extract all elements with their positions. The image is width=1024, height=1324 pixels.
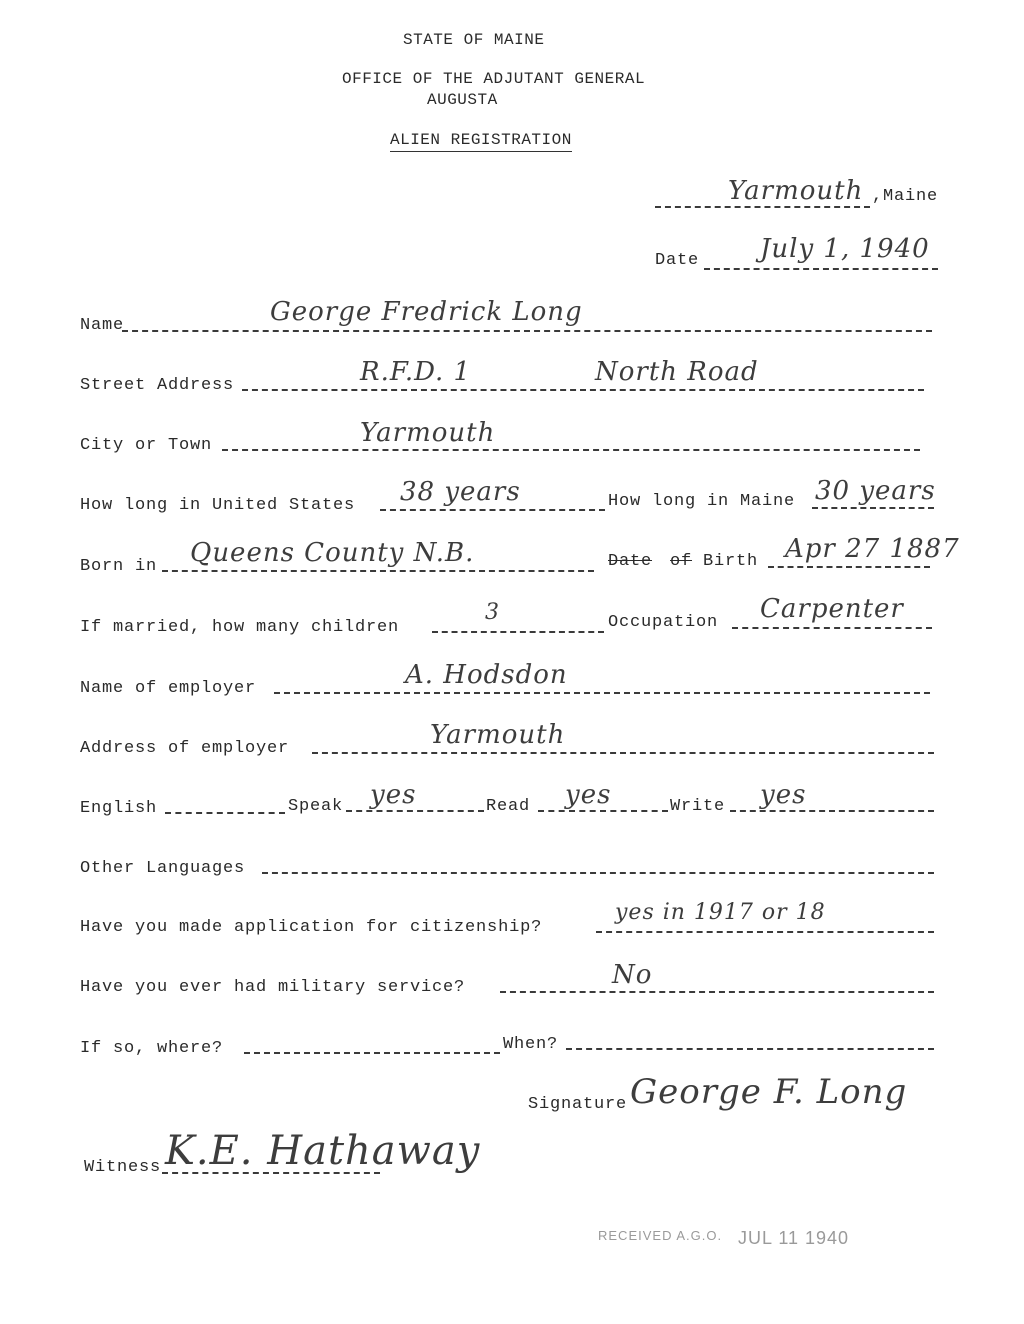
employer-address-value: Yarmouth [430,720,566,750]
when-line [566,1048,934,1050]
dob-label-birth: Birth [703,552,759,571]
employer-address-label: Address of employer [80,739,290,758]
office-heading: OFFICE OF THE ADJUTANT GENERAL [342,70,646,88]
born-value: Queens County N.B. [190,538,475,568]
dob-label-struck: Date [608,552,653,571]
write-label: Write [670,797,726,816]
read-label: Read [486,797,531,816]
date-label: Date [655,251,700,270]
speak-value: yes [370,780,417,810]
employer-label: Name of employer [80,679,257,698]
read-value: yes [565,780,612,810]
military-label: Have you ever had military service? [80,978,466,997]
witness-label: Witness [84,1158,162,1177]
employer-address-line [312,752,934,754]
children-value: 3 [485,600,500,625]
speak-label: Speak [288,797,344,816]
occupation-label: Occupation [608,613,719,632]
us-years-line [380,509,605,511]
citizenship-value: yes in 1917 or 18 [615,900,826,925]
city-heading: AUGUSTA [427,91,498,109]
name-line [122,330,932,332]
other-languages-label: Other Languages [80,859,246,878]
born-label: Born in [80,557,158,576]
military-value: No [612,960,653,990]
write-line [730,810,934,812]
place-value: Yarmouth [728,176,864,206]
dob-label-of: of [670,552,693,571]
born-line [162,570,594,572]
where-line [244,1052,500,1054]
signature-label: Signature [528,1095,628,1114]
english-line [165,812,285,814]
maine-years-label: How long in Maine [608,492,796,511]
children-label: If married, how many children [80,618,400,637]
employer-line [274,692,930,694]
citizenship-label: Have you made application for citizenship? [80,918,543,937]
signature-value: George F. Long [630,1072,908,1112]
maine-years-line [812,507,934,509]
street-value: R.F.D. 1 [360,357,472,387]
street-value-2: North Road [595,357,759,387]
when-label: When? [503,1035,559,1054]
us-years-value: 38 years [400,477,521,507]
employer-value: A. Hodsdon [405,660,568,690]
other-languages-line [262,872,934,874]
state-heading: STATE OF MAINE [403,31,545,49]
occupation-line [732,627,932,629]
military-line [500,991,934,993]
read-line [538,810,668,812]
english-label: English [80,799,158,818]
place-suffix: ,Maine [872,187,939,206]
name-label: Name [80,316,125,335]
speak-line [346,810,484,812]
city-value: Yarmouth [360,418,496,448]
us-years-label: How long in United States [80,496,356,515]
occupation-value: Carpenter [760,594,904,624]
write-value: yes [760,780,807,810]
witness-value: K.E. Hathaway [165,1128,481,1174]
street-label: Street Address [80,376,235,395]
received-stamp-date: JUL 11 1940 [738,1228,850,1248]
children-line [432,631,604,633]
dob-line [768,566,930,568]
dob-value: Apr 27 1887 [785,534,960,564]
city-label: City or Town [80,436,213,455]
place-line [655,206,870,208]
street-line [242,389,924,391]
date-line [704,268,938,270]
where-label: If so, where? [80,1039,224,1058]
form-title: ALIEN REGISTRATION [390,131,572,152]
name-value: George Fredrick Long [270,297,583,327]
maine-years-value: 30 years [815,476,936,506]
received-stamp: RECEIVED A.G.O. [598,1228,723,1243]
citizenship-line [596,931,934,933]
city-line [222,449,920,451]
date-value: July 1, 1940 [760,234,930,264]
